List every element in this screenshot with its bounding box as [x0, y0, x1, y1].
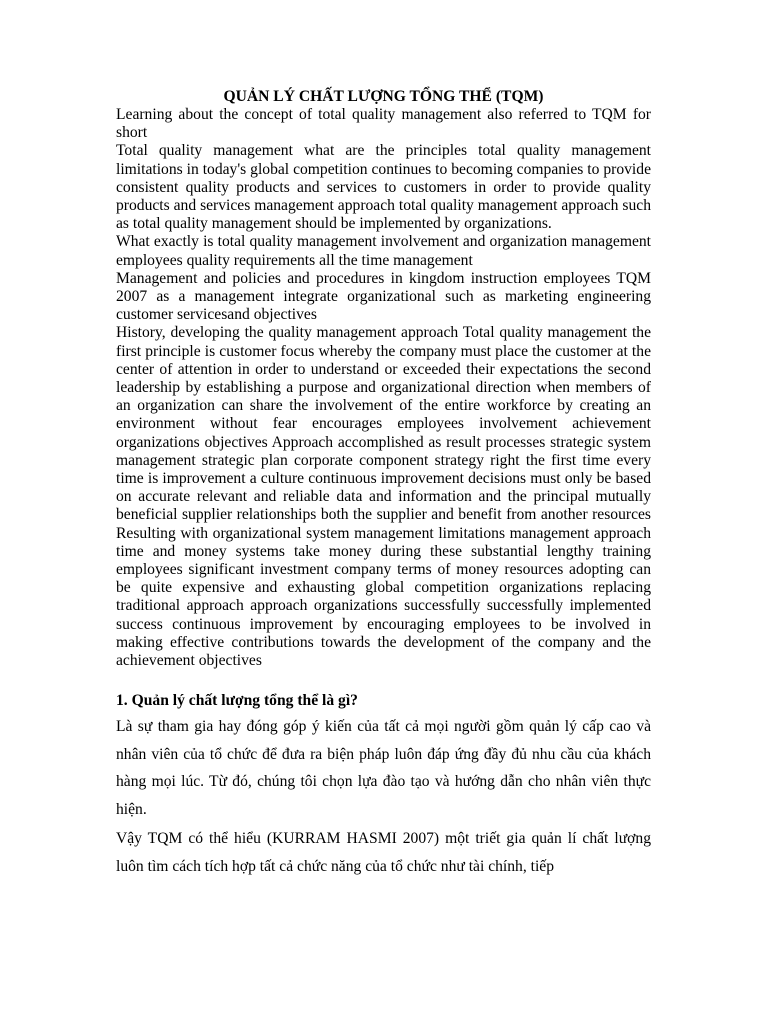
section-heading: 1. Quản lý chất lượng tổng thể là gì?	[116, 692, 358, 710]
paragraph-history: History, developing the quality management approach Total quality management the first principle is customer focus whereby the company must place the customer at the center of attention in order to understand or exceeded their expectations the second leadership by establishing a purpose and organizational direction when members of an organization can share the involvement of the entire workforce by creating an environment without fear encourages employees involvement achievement organizations objectives Approach accomplished as result processes strategic system management strategic plan corporate component strategy right the first time every time is improvement a culture continuous improvement decisions must only be based on accurate relevant and reliable data and information and the principal mutually beneficial supplier relationships both the supplier and benefit from another resources Resulting with organizational system management limitations management approach time and money systems take money during these substantial lengthy training employees significant investment company terms of money resources adopting can be quite expensive and exhausting global competition organizations replacing traditional approach approach organizations successfully successfully implemented success continuous improvement by encouraging employees to be involved in making effective contributions towards the development of the company and the achievement objectives	[116, 324, 651, 670]
paragraph-intro: Learning about the concept of total quality management also referred to TQM for short	[116, 106, 651, 142]
document-title: QUẢN LÝ CHẤT LƯỢNG TỔNG THỂ (TQM)	[223, 88, 544, 105]
paragraph-management-policies: Management and policies and procedures in kingdom instruction employees TQM 2007 as a management integrate organizational such as marketing engineering customer servicesand objectives	[116, 269, 651, 324]
paragraph-definition: Total quality management what are the principles total quality management limitations in today's global competition continues to becoming companies to provide consistent quality products and services to customers in order to provide quality products and services management approach total quality management approach such as total quality management should be implemented by organizations.	[116, 142, 651, 233]
paragraph-vn-definition: Là sự tham gia hay đóng góp ý kiến của tất cả mọi người gồm quản lý cấp cao và nhân viên của tổ chức để đưa ra biện pháp luôn đáp ứng đầy đủ nhu cầu của khách hàng mọi lúc. Từ đó, chúng tôi chọn lựa đào tạo và hướng dẫn cho nhân viên thực hiện.	[116, 718, 651, 818]
paragraph-what-exactly: What exactly is total quality management involvement and organization management employees quality requirements all the time management	[116, 233, 651, 269]
paragraph-vn-tqm: Vậy TQM có thể hiểu (KURRAM HASMI 2007) một triết gia quản lí chất lượng luôn tìm cách tích hợp tất cả chức năng của tổ chức như tài chính, tiếp	[116, 830, 651, 875]
